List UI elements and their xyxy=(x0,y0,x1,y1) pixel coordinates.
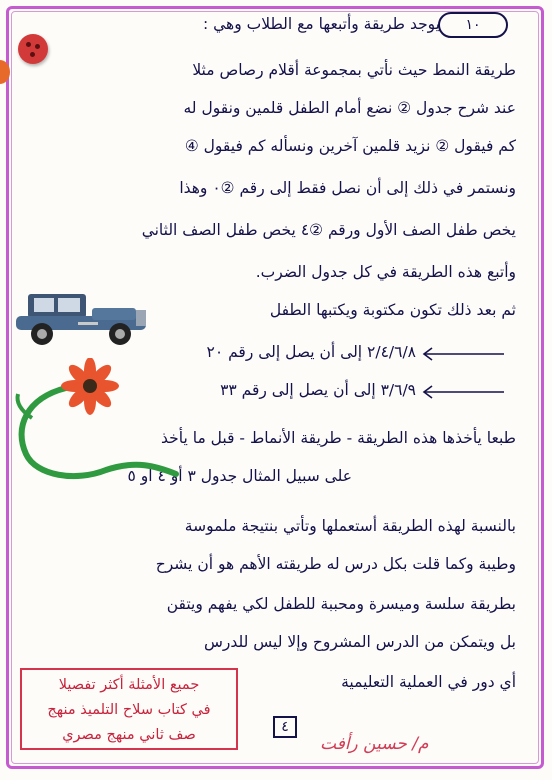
text-line-9: ٢/٤/٦/٨ إلى أن يصل إلى رقم ٢٠ xyxy=(206,343,416,361)
text-line-6: يخص طفل الصف الأول ورقم ②٤ يخص طفل الصف الثاني xyxy=(141,221,516,239)
text-line-3: عند شرح جدول ② نضع أمام الطفل قلمين ونقول له xyxy=(183,99,516,117)
vintage-car-icon xyxy=(8,286,156,348)
arrow-icon xyxy=(420,346,506,362)
text-line-16: بل ويتمكن من الدرس المشروح وإلا ليس للدرس xyxy=(203,633,516,651)
promo-stamp xyxy=(20,668,238,750)
author-signature: م/ حسين رأفت xyxy=(320,734,429,754)
text-line-1: يوجد طريقة وأتبعها مع الطلاب وهي : xyxy=(202,15,440,33)
text-line-13: بالنسبة لهذه الطريقة أستعملها وتأتي بنتيجة ملموسة xyxy=(184,517,516,535)
text-line-15: بطريقة سلسة وميسرة ومحببة للطفل لكي يفهم ويتقن xyxy=(166,595,516,613)
text-line-10: ٣/٦/٩ إلى أن يصل إلى رقم ٣٣ xyxy=(220,381,416,399)
text-line-8: ثم بعد ذلك تكون مكتوبة ويكتبها الطفل xyxy=(269,301,516,319)
arrow-icon xyxy=(420,384,506,400)
stamp-line-3: صف ثاني منهج مصري xyxy=(62,727,196,743)
section-number-badge: ١٠ xyxy=(438,12,508,38)
text-line-11: طبعا يأخذها هذه الطريقة - طريقة الأنماط - قبل ما يأخذ xyxy=(161,429,516,447)
text-line-12: على سبيل المثال جدول ٣ أو ٤ أو ٥ xyxy=(127,467,352,485)
text-line-2: طريقة النمط حيث نأتي بمجموعة أقلام رصاص مثلا xyxy=(192,61,516,79)
text-line-5: ونستمر في ذلك إلى أن نصل فقط إلى رقم ②٠ وهذا xyxy=(179,179,516,197)
text-line-7: وأتبع هذه الطريقة في كل جدول الضرب. xyxy=(255,263,516,281)
page-number: ٤ xyxy=(273,716,297,738)
ladybug-sticker xyxy=(18,34,48,64)
text-line-14: وطيبة وكما قلت بكل درس له طريقته الأهم هو أن يشرح xyxy=(155,555,516,573)
flower-vine-icon xyxy=(6,358,186,488)
text-line-17: أي دور في العملية التعليمية xyxy=(341,673,516,691)
stamp-line-2: في كتاب سلاح التلميذ منهج xyxy=(47,702,211,718)
text-line-4: كم فيقول ② نزيد قلمين آخرين ونسأله كم فيقول ④ xyxy=(184,137,516,155)
stamp-line-1: جميع الأمثلة أكثر تفصيلا xyxy=(58,677,200,693)
